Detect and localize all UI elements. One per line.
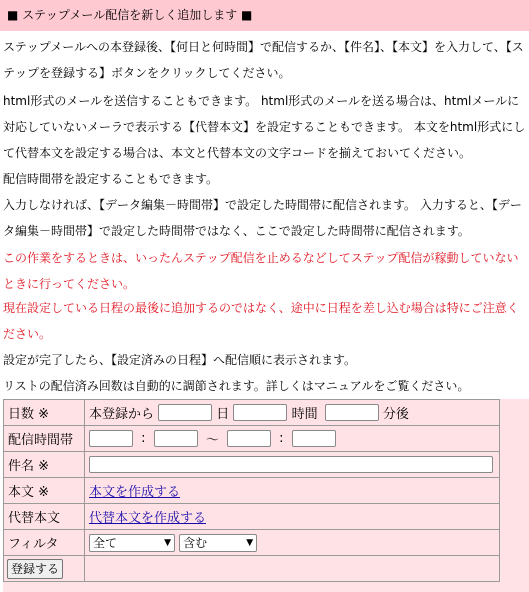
chevron-down-icon: ▼ [246,537,254,548]
filter-target-value: 全て [93,535,118,550]
form-row-days [4,400,500,426]
page-header [0,0,529,31]
intro-paragraph-3: 配信時間帯を設定することもできます。 [3,172,219,186]
subject-label: 件名 ※ [4,452,85,478]
time-colon: : [141,431,146,446]
hour-unit: 時間 [291,407,318,422]
page-title: ■ ステップメール配信を新しく追加します ■ [7,8,253,22]
days-input[interactable] [158,404,212,421]
form-row-body [4,478,500,504]
create-alt-body-link[interactable]: 代替本文を作成する [89,511,207,526]
form-row-subject [4,452,500,478]
warning-paragraph-1: この作業をするときは、いったんステップ配信を止めるなどしてステップ配信が稼動していないときに行ってください。 [3,251,519,291]
start-minute-input[interactable] [154,430,198,447]
intro-paragraph-6: リストの配信済み回数は自動的に調節されます。詳しくはマニュアルをご覧ください。 [3,379,470,393]
alt-body-label: 代替本文 [4,504,85,530]
days-label: 日数 ※ [4,400,85,426]
hours-input[interactable] [233,404,287,421]
register-button[interactable]: 登録する [7,559,63,579]
subject-input[interactable] [89,456,493,473]
start-hour-input[interactable] [89,430,133,447]
intro-paragraph-1: ステップメールへの本登録後、【何日と何時間】で配信するか、【件名】、【本文】を入力して、【ステップを登録する】ボタンをクリックしてください。 [3,40,524,80]
intro-paragraph-2: html形式のメールを送信することもできます。 html形式のメールを送る場合は、htmlメールに対応していないメーラで表示する【代替本文】を設定することもできます。 本文をhtml形式にして代替本文を設定する場合は、本文と代替本文の文字コードを揃えておいてください。 [3,94,526,160]
days-prefix: 本登録から [89,407,155,422]
form-row-submit [4,556,500,582]
time-colon: : [279,431,284,446]
end-hour-input[interactable] [227,430,271,447]
intro-paragraph-5: 設定が完了したら、【設定済みの日程】へ配信順に表示されます。 [3,353,357,367]
step-form-table [3,399,500,582]
day-unit: 日 [216,407,230,422]
warning-paragraph-2: 現在設定している日程の最後に追加するのではなく、途中に日程を差し込む場合は特にご注意ください。 [3,301,519,341]
time-range-label: 配信時間帯 [4,426,85,452]
filter-condition-value: 含む [183,535,208,550]
step-form [3,399,529,592]
filter-label: フィルタ [4,530,85,556]
form-row-filter [4,530,500,556]
chevron-down-icon: ▼ [164,537,171,548]
create-body-link[interactable]: 本文を作成する [89,485,181,500]
intro-paragraph-4: 入力しなければ、【データ編集－時間帯】で設定した時間帯に配信されます。 入力すると、【データ編集－時間帯】で設定した時間帯ではなく、ここで設定した時間帯に配信されます。 [3,198,522,238]
minutes-input[interactable] [325,404,379,421]
time-tilde: ～ [205,433,219,448]
filter-condition-select[interactable] [179,534,257,552]
form-row-time-range [4,426,500,452]
form-row-alt-body [4,504,500,530]
end-minute-input[interactable] [292,430,336,447]
minute-unit: 分後 [382,407,409,422]
body-label: 本文 ※ [4,478,85,504]
filter-target-select[interactable] [89,534,175,552]
